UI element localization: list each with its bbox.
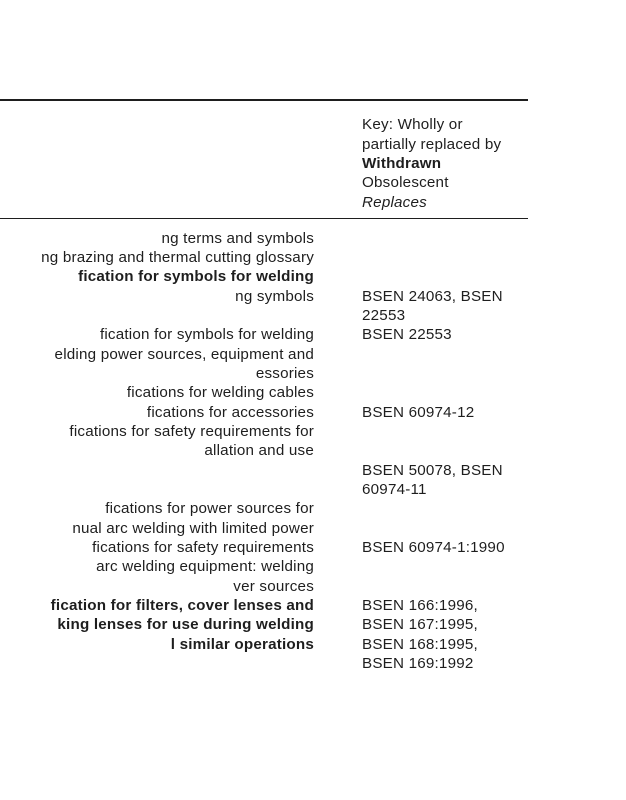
replacement-line: BSEN 167:1995, (362, 616, 478, 633)
key-line-1: Key: Wholly or (362, 116, 463, 133)
entry-line: fication for symbols for welding (78, 268, 314, 285)
entry-line: ng symbols (235, 287, 314, 305)
entry-line: l similar operations (170, 635, 314, 653)
replacement-line: 60974-11 (362, 481, 427, 498)
entry-line: fications for power sources for (105, 500, 314, 517)
replacement-line: BSEN 166:1996, (362, 597, 478, 614)
entry-line: fications for safety requirements (92, 539, 314, 556)
key-line-2: partially replaced by (362, 135, 502, 153)
replacement-line: BSEN 22553 (362, 326, 452, 343)
entry-line: fication for filters, cover lenses and (50, 597, 314, 614)
key-line-obsolescent: Obsolescent (362, 174, 449, 191)
entry-line: king lenses for use during welding (57, 616, 314, 633)
entry-line: fications for welding cables (126, 384, 314, 401)
replacement-line: BSEN 168:1995, (362, 635, 478, 653)
replacement-line: BSEN 24063, BSEN (362, 287, 503, 305)
replacement-line: 22553 (362, 307, 406, 324)
entry-line: fication for symbols for welding (99, 326, 314, 343)
entry-line: ng brazing and thermal cutting glossary (41, 249, 314, 266)
entry-line: ver sources (233, 577, 314, 595)
key-line-replaces: Replaces (362, 193, 427, 211)
entry-line: fications for accessories (146, 403, 314, 421)
replacement-line: BSEN 60974-12 (362, 403, 475, 421)
replacement-line: BSEN 169:1992 (362, 655, 474, 672)
entry-line: fications for safety requirements for (69, 422, 314, 440)
entry-line: allation and use (204, 442, 314, 459)
entry-line: ng terms and symbols (161, 229, 314, 247)
key-line-withdrawn: Withdrawn (362, 155, 442, 172)
header-rule (0, 218, 528, 219)
entry-line: nual arc welding with limited power (72, 519, 314, 537)
entry-line: elding power sources, equipment and (54, 345, 314, 363)
top-rule (0, 99, 528, 101)
entry-line: essories (255, 364, 314, 382)
replacement-line: BSEN 50078, BSEN (362, 461, 503, 479)
replacement-line: BSEN 60974-1:1990 (362, 539, 505, 556)
entry-line: arc welding equipment: welding (96, 558, 314, 575)
